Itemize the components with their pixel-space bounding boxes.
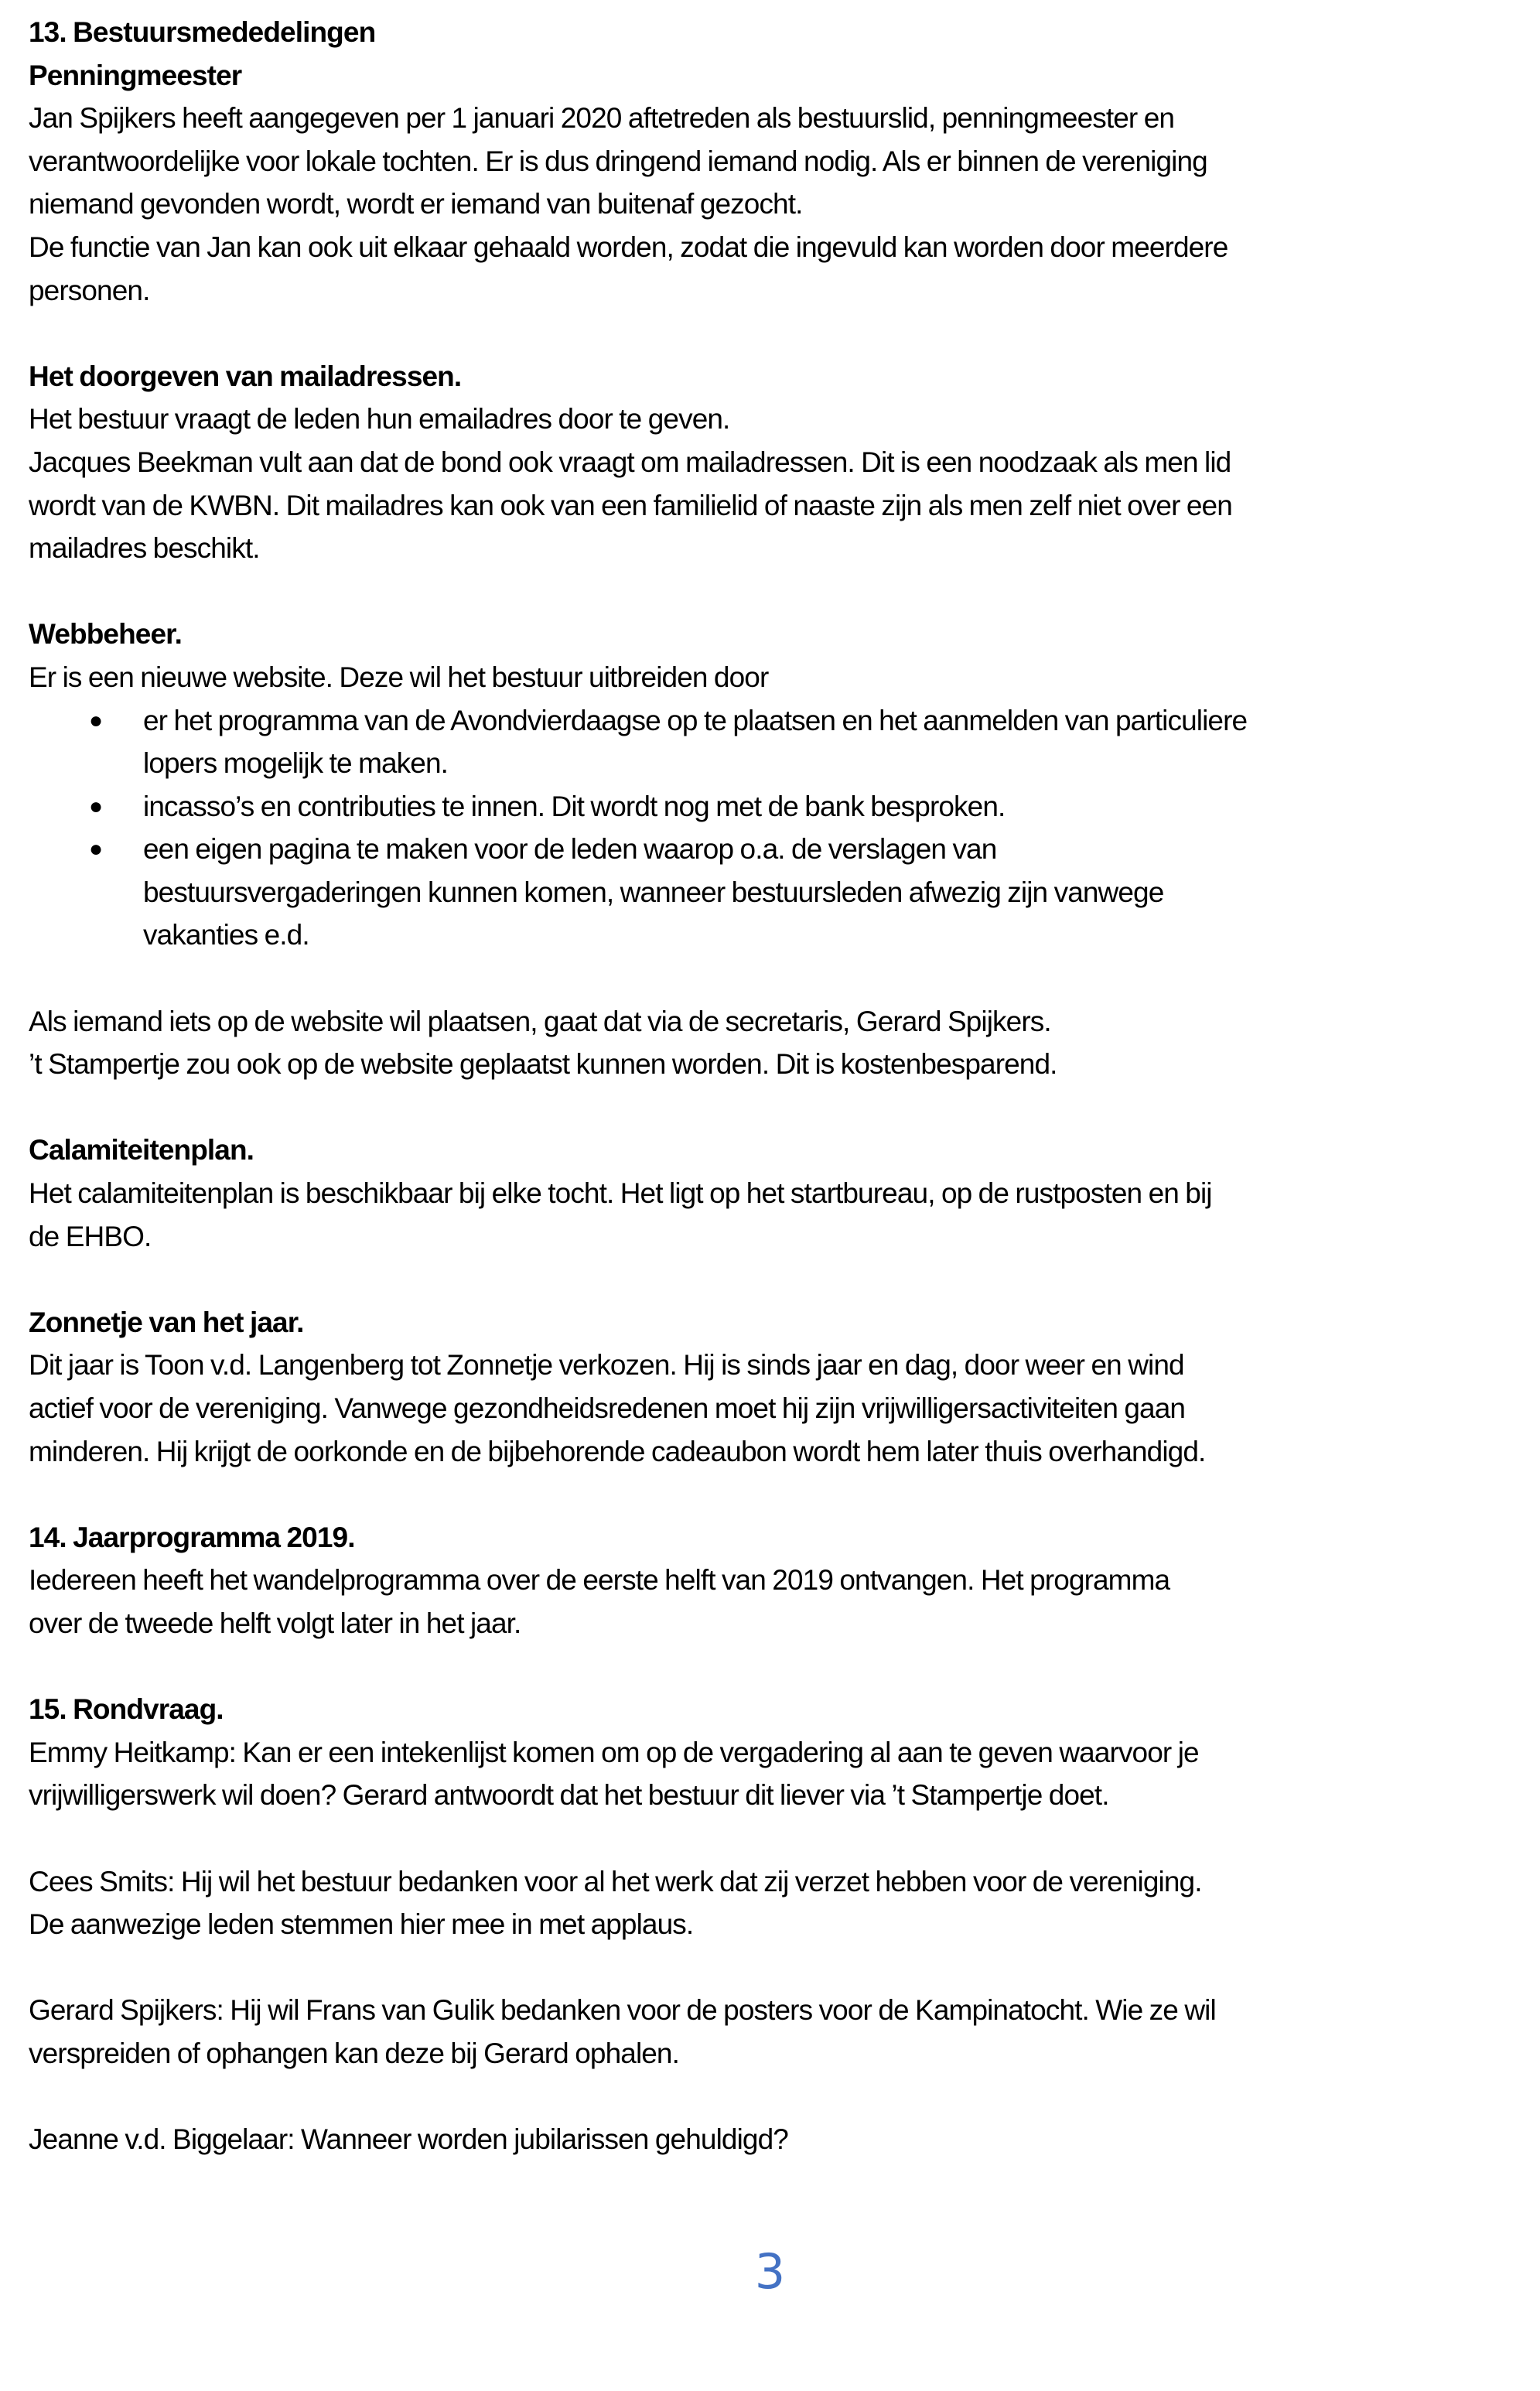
- subsection-title: Calamiteitenplan.: [29, 1134, 254, 1166]
- subsection-webbeheer: [29, 613, 1514, 1086]
- blank-line: [29, 1473, 1514, 1516]
- paragraph-line: Jacques Beekman vult aan dat de bond ook vraagt om mailadressen. Dit is een noodzaak als men lid: [29, 446, 1231, 478]
- section-13: [29, 11, 1514, 1473]
- paragraph-line: De functie van Jan kan ook uit elkaar gehaald worden, zodat die ingevuld kan worden door meerdere: [29, 231, 1228, 263]
- paragraph-line: Het calamiteitenplan is beschikbaar bij elke tocht. Het ligt op het startbureau, op de rustposten en bij: [29, 1177, 1212, 1210]
- bullet-list: [29, 699, 1514, 958]
- rondvraag-item: [29, 1989, 1514, 2075]
- paragraph-line: niemand gevonden wordt, wordt er iemand van buitenaf gezocht.: [29, 188, 803, 220]
- bullet-line: er het programma van de Avondvierdaagse op te plaatsen en het aanmelden van particuliere: [143, 704, 1248, 736]
- rondvraag-item: [29, 1731, 1514, 1817]
- blank-line: [29, 1258, 1514, 1301]
- paragraph-line: over de tweede helft volgt later in het jaar.: [29, 1607, 521, 1639]
- paragraph-line: verspreiden of ophangen kan deze bij Gerard ophalen.: [29, 2037, 679, 2069]
- bullet-list-item: [29, 828, 1514, 957]
- paragraph-line: Emmy Heitkamp: Kan er een intekenlijst komen om op de vergadering al aan te geven waarvoor je: [29, 1736, 1199, 1768]
- paragraph-line: Jan Spijkers heeft aangegeven per 1 januari 2020 aftetreden als bestuurslid, penningmeester en: [29, 102, 1175, 135]
- paragraph-line: mailadres beschikt.: [29, 532, 260, 565]
- bullet-icon: ●: [89, 793, 104, 819]
- rondvraag-item: [29, 2118, 1514, 2161]
- paragraph-line: De aanwezige leden stemmen hier mee in met applaus.: [29, 1908, 694, 1941]
- paragraph-line: Als iemand iets op de website wil plaatsen, gaat dat via de secretaris, Gerard Spijkers.: [29, 1005, 1051, 1037]
- paragraph-line: vrijwilligerswerk wil doen? Gerard antwoordt dat het bestuur dit liever via ’t Stampertje doet.: [29, 1779, 1109, 1812]
- bullet-line: incasso’s en contributies te innen. Dit wordt nog met de bank besproken.: [143, 790, 1006, 822]
- paragraph-line: Iedereen heeft het wandelprogramma over de eerste helft van 2019 ontvangen. Het programma: [29, 1564, 1170, 1597]
- paragraph-line: wordt van de KWBN. Dit mailadres kan ook van een familielid of naaste zijn als men zelf niet over een: [29, 489, 1232, 521]
- bullet-list-item: [29, 785, 1514, 828]
- subsection-title: Zonnetje van het jaar.: [29, 1306, 304, 1338]
- bullet-line: bestuursvergaderingen kunnen komen, wanneer bestuursleden afwezig zijn vanwege: [143, 876, 1164, 908]
- paragraph-line: Cees Smits: Hij wil het bestuur bedanken voor al het werk dat zij verzet hebben voor de vereniging.: [29, 1865, 1202, 1897]
- bullet-icon: ●: [89, 836, 104, 862]
- subsection-penningmeester: [29, 54, 1514, 313]
- paragraph-line: Er is een nieuwe website. Deze wil het bestuur uitbreiden door: [29, 661, 769, 693]
- page-number: 3: [754, 2243, 786, 2300]
- blank-line: [29, 1086, 1514, 1129]
- subsection-calamiteitenplan: [29, 1129, 1514, 1258]
- rondvraag-item: [29, 1860, 1514, 1946]
- paragraph-line: verantwoordelijke voor lokale tochten. Er is dus dringend iemand nodig. Als er binnen de vereniging: [29, 145, 1207, 177]
- section-heading: 13. Bestuursmededelingen: [29, 16, 376, 48]
- bullet-line: lopers mogelijk te maken.: [143, 747, 449, 780]
- blank-line: [29, 957, 1514, 1000]
- paragraph-line: Het bestuur vraagt de leden hun emailadres door te geven.: [29, 403, 730, 436]
- bullet-line: een eigen pagina te maken voor de leden waarop o.a. de verslagen van: [143, 833, 997, 866]
- subsection-title: Het doorgeven van mailadressen.: [29, 360, 462, 392]
- bullet-icon: ●: [89, 707, 104, 733]
- blank-line: [29, 312, 1514, 355]
- subsection-mailadressen: [29, 355, 1514, 570]
- blank-line: [29, 570, 1514, 613]
- blank-line: [29, 1645, 1514, 1689]
- paragraph-line: de EHBO.: [29, 1220, 152, 1252]
- document-page: [29, 11, 1514, 2161]
- subsection-zonnetje: [29, 1301, 1514, 1473]
- paragraph-line: Jeanne v.d. Biggelaar: Wanneer worden jubilarissen gehuldigd?: [29, 2123, 788, 2156]
- paragraph-line: actief voor de vereniging. Vanwege gezondheidsredenen moet hij zijn vrijwilligersactiviteiten gaan: [29, 1392, 1186, 1424]
- paragraph-line: Gerard Spijkers: Hij wil Frans van Gulik bedanken voor de posters voor de Kampinatocht. Wie ze wil: [29, 1994, 1216, 2027]
- section-14: [29, 1516, 1514, 1645]
- paragraph-line: personen.: [29, 274, 150, 306]
- paragraph-line: ’t Stampertje zou ook op de website geplaatst kunnen worden. Dit is kostenbesparend.: [29, 1048, 1057, 1081]
- section-heading: 14. Jaarprogramma 2019.: [29, 1521, 355, 1553]
- bullet-list-item: [29, 699, 1514, 785]
- section-heading: 15. Rondvraag.: [29, 1693, 224, 1726]
- paragraph-line: Dit jaar is Toon v.d. Langenberg tot Zonnetje verkozen. Hij is sinds jaar en dag, door weer en wind: [29, 1349, 1184, 1382]
- bullet-line: vakanties e.d.: [143, 919, 309, 951]
- section-15: [29, 1688, 1514, 2161]
- subsection-title: Penningmeester: [29, 59, 242, 91]
- blank-line: [29, 2075, 1514, 2119]
- blank-line: [29, 1817, 1514, 1860]
- blank-line: [29, 1946, 1514, 1990]
- subsection-title: Webbeheer.: [29, 618, 183, 651]
- paragraph-line: minderen. Hij krijgt de oorkonde en de bijbehorende cadeaubon wordt hem later thuis overhandigd.: [29, 1435, 1206, 1467]
